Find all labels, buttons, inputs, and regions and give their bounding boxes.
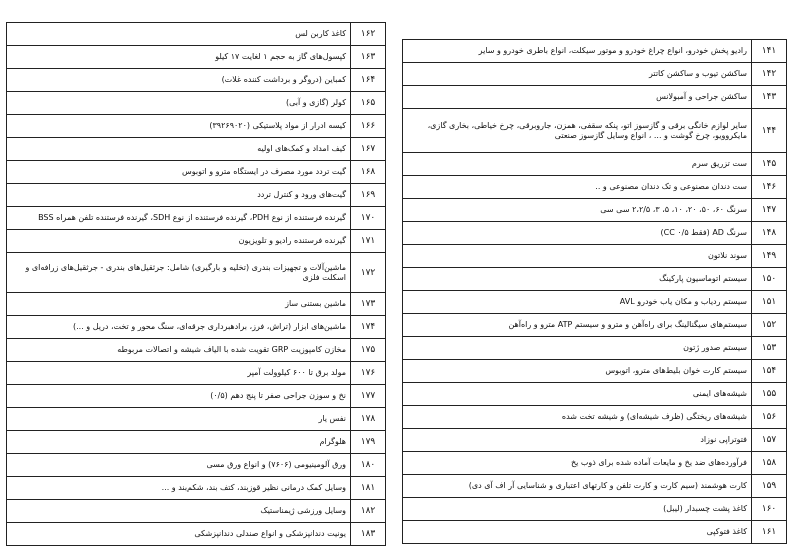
table-row bbox=[7, 477, 386, 500]
table-row bbox=[403, 109, 787, 153]
row-text: ساکشن جراحی و آمبولانس bbox=[403, 86, 752, 109]
row-text: فرآورده‌های ضد یخ و مایعات آماده شده برای ذوب یخ bbox=[403, 452, 752, 475]
table-row bbox=[403, 86, 787, 109]
row-text: کپسول‌های گاز به حجم ۱ لغایت ۱۷ کیلو bbox=[7, 46, 351, 69]
table-row bbox=[403, 337, 787, 360]
row-number: ۱۶۴ bbox=[351, 69, 386, 92]
row-number: ۱۷۹ bbox=[351, 431, 386, 454]
row-number: ۱۷۶ bbox=[351, 362, 386, 385]
row-number: ۱۵۹ bbox=[752, 475, 787, 498]
table-row bbox=[403, 521, 787, 544]
row-text: سوند نلاتون bbox=[403, 245, 752, 268]
table-row bbox=[7, 385, 386, 408]
row-text: سرنگ ۶۰، ۵۰، ۲۰، ۱۰، ۵، ۳، ۲،۲/۵ سی سی bbox=[403, 199, 752, 222]
table-row bbox=[403, 245, 787, 268]
row-text: ماشین‌های ابزار (تراش، فرز، برادهبرداری جرقه‌ای، سنگ محور و تخت، دریل و ...) bbox=[7, 316, 351, 339]
row-number: ۱۶۶ bbox=[351, 115, 386, 138]
row-text: سیستم کارت خوان بلیط‌های مترو، اتوبوس bbox=[403, 360, 752, 383]
row-text: وسایل ورزشی ژیمناستیک bbox=[7, 500, 351, 523]
table-row bbox=[403, 40, 787, 63]
table-row bbox=[403, 63, 787, 86]
row-number: ۱۶۱ bbox=[752, 521, 787, 544]
row-number: ۱۵۶ bbox=[752, 406, 787, 429]
table-row bbox=[7, 184, 386, 207]
row-number: ۱۴۹ bbox=[752, 245, 787, 268]
row-text: مولد برق تا ۶۰۰ کیلوولت آمپر bbox=[7, 362, 351, 385]
row-number: ۱۶۸ bbox=[351, 161, 386, 184]
row-text: سیستم اتوماسیون پارکینگ bbox=[403, 268, 752, 291]
table-row bbox=[7, 316, 386, 339]
row-number: ۱۷۷ bbox=[351, 385, 386, 408]
row-text: سایر لوازم خانگی برقی و گازسوز اتو، پنکه سقفی، همزن، جاروبرقی، چرخ خیاطی، بخاری گازی، مایکروویو، چرخ گوشت و ... ، انواع وسایل گازسوز صنعتی bbox=[403, 109, 752, 153]
table-row bbox=[7, 230, 386, 253]
row-text: هلوگرام bbox=[7, 431, 351, 454]
row-text: سیستم‌های سیگنالینگ برای راه‌آهن و مترو و سیستم ATP مترو و راه‌آهن bbox=[403, 314, 752, 337]
table-row bbox=[7, 293, 386, 316]
table-row bbox=[403, 498, 787, 521]
row-text: سرنگ AD (فقط CC ۰/۵) bbox=[403, 222, 752, 245]
table-row bbox=[7, 92, 386, 115]
table-row bbox=[403, 360, 787, 383]
table-row bbox=[403, 475, 787, 498]
row-text: یونیت دندانپزشکی و انواع صندلی دندانپزشکی bbox=[7, 523, 351, 546]
table-row bbox=[403, 199, 787, 222]
row-text: رادیو پخش خودرو، انواع چراغ خودرو و موتور سیکلت، انواع باطری خودرو و سایر bbox=[403, 40, 752, 63]
table-row bbox=[7, 161, 386, 184]
row-text: کارت هوشمند (سیم کارت و کارت تلفن و کارتهای اعتباری و شناسایی آر اف آی دی) bbox=[403, 475, 752, 498]
table-row bbox=[7, 500, 386, 523]
row-text: کاغذ فتوکپی bbox=[403, 521, 752, 544]
table-row bbox=[7, 431, 386, 454]
row-text: گیت‌های ورود و کنترل تردد bbox=[7, 184, 351, 207]
table-row bbox=[7, 523, 386, 546]
row-text: نخ و سوزن جراحی صفر تا پنج دهم (۰/۵) bbox=[7, 385, 351, 408]
row-number: ۱۷۱ bbox=[351, 230, 386, 253]
row-number: ۱۷۰ bbox=[351, 207, 386, 230]
row-text: ماشین‌آلات و تجهیزات بندری (تخلیه و بارگیری) شامل: جرثقیل‌های بندری - جرثقیل‌های زرافه‌ای و اسکلت فلزی bbox=[7, 253, 351, 293]
table-row bbox=[403, 291, 787, 314]
row-text: کولر (گازی و آبی) bbox=[7, 92, 351, 115]
row-number: ۱۴۲ bbox=[752, 63, 787, 86]
row-number: ۱۷۴ bbox=[351, 316, 386, 339]
row-text: گیت تردد مورد مصرف در ایستگاه مترو و اتوبوس bbox=[7, 161, 351, 184]
table-row bbox=[7, 23, 386, 46]
row-number: ۱۷۳ bbox=[351, 293, 386, 316]
row-number: ۱۸۳ bbox=[351, 523, 386, 546]
table-row bbox=[7, 46, 386, 69]
table-row bbox=[403, 176, 787, 199]
table-row bbox=[403, 429, 787, 452]
row-number: ۱۶۲ bbox=[351, 23, 386, 46]
table-row bbox=[403, 452, 787, 475]
table-row bbox=[403, 406, 787, 429]
row-number: ۱۵۲ bbox=[752, 314, 787, 337]
row-text: گیرنده فرستنده از نوع PDH، گیرنده فرستنده از نوع SDH، گیرنده فرستنده تلفن همراه BSS bbox=[7, 207, 351, 230]
row-number: ۱۶۰ bbox=[752, 498, 787, 521]
table-row bbox=[7, 138, 386, 161]
row-text: وسایل کمک درمانی نظیر قوزبند، کتف بند، شکم‌بند و ... bbox=[7, 477, 351, 500]
row-text: کاغذ کاربن لس bbox=[7, 23, 351, 46]
row-text: کیسه ادرار از مواد پلاستیکی (۳۹۲۶۹۰۲۰) bbox=[7, 115, 351, 138]
table-row bbox=[403, 383, 787, 406]
table-row bbox=[403, 314, 787, 337]
row-number: ۱۴۸ bbox=[752, 222, 787, 245]
row-text: سیستم ردیاب و مکان یاب خودرو AVL bbox=[403, 291, 752, 314]
row-number: ۱۴۳ bbox=[752, 86, 787, 109]
row-text: ساکشن تیوب و ساکشن کاتتر bbox=[403, 63, 752, 86]
row-text: کیف امداد و کمک‌های اولیه bbox=[7, 138, 351, 161]
row-number: ۱۶۷ bbox=[351, 138, 386, 161]
row-number: ۱۸۰ bbox=[351, 454, 386, 477]
row-number: ۱۴۷ bbox=[752, 199, 787, 222]
row-number: ۱۴۵ bbox=[752, 153, 787, 176]
row-number: ۱۸۲ bbox=[351, 500, 386, 523]
row-number: ۱۷۲ bbox=[351, 253, 386, 293]
row-text: سیستم صدور ژتون bbox=[403, 337, 752, 360]
table-row bbox=[7, 253, 386, 293]
row-text: کاغذ پشت چسبدار (لیبل) bbox=[403, 498, 752, 521]
table-row bbox=[7, 454, 386, 477]
row-number: ۱۵۸ bbox=[752, 452, 787, 475]
table-row bbox=[7, 115, 386, 138]
table-row bbox=[7, 408, 386, 431]
row-number: ۱۷۵ bbox=[351, 339, 386, 362]
row-text: نفس یار bbox=[7, 408, 351, 431]
row-text: ست تزریق سرم bbox=[403, 153, 752, 176]
row-text: شیشه‌های ایمنی bbox=[403, 383, 752, 406]
row-number: ۱۵۵ bbox=[752, 383, 787, 406]
row-number: ۱۷۸ bbox=[351, 408, 386, 431]
row-number: ۱۵۱ bbox=[752, 291, 787, 314]
row-number: ۱۴۱ bbox=[752, 40, 787, 63]
table-row bbox=[7, 69, 386, 92]
row-number: ۱۵۷ bbox=[752, 429, 787, 452]
left-table bbox=[6, 22, 386, 546]
table-row bbox=[403, 222, 787, 245]
row-text: مخازن کامپوزیت GRP تقویت شده با الیاف شیشه و اتصالات مربوطه bbox=[7, 339, 351, 362]
table-row bbox=[7, 362, 386, 385]
row-text: فتوتراپی نوزاد bbox=[403, 429, 752, 452]
table-row bbox=[403, 153, 787, 176]
row-number: ۱۶۳ bbox=[351, 46, 386, 69]
row-number: ۱۴۶ bbox=[752, 176, 787, 199]
row-number: ۱۵۳ bbox=[752, 337, 787, 360]
row-number: ۱۴۴ bbox=[752, 109, 787, 153]
row-text: کمباین (دروگر و برداشت کننده غلات) bbox=[7, 69, 351, 92]
right-table bbox=[402, 39, 787, 544]
row-text: ورق آلومینیومی (۷۶۰۶) و انواع ورق مسی bbox=[7, 454, 351, 477]
table-row bbox=[7, 207, 386, 230]
row-number: ۱۶۵ bbox=[351, 92, 386, 115]
table-row bbox=[7, 339, 386, 362]
row-text: ماشین بستنی ساز bbox=[7, 293, 351, 316]
row-number: ۱۵۴ bbox=[752, 360, 787, 383]
row-text: ست دندان مصنوعی و تک دندان مصنوعی و .. bbox=[403, 176, 752, 199]
row-number: ۱۸۱ bbox=[351, 477, 386, 500]
row-number: ۱۶۹ bbox=[351, 184, 386, 207]
row-text: شیشه‌های ریختگی (ظرف شیشه‌ای) و شیشه تخت شده bbox=[403, 406, 752, 429]
row-text: گیرنده فرستنده رادیو و تلویزیون bbox=[7, 230, 351, 253]
table-row bbox=[403, 268, 787, 291]
row-number: ۱۵۰ bbox=[752, 268, 787, 291]
